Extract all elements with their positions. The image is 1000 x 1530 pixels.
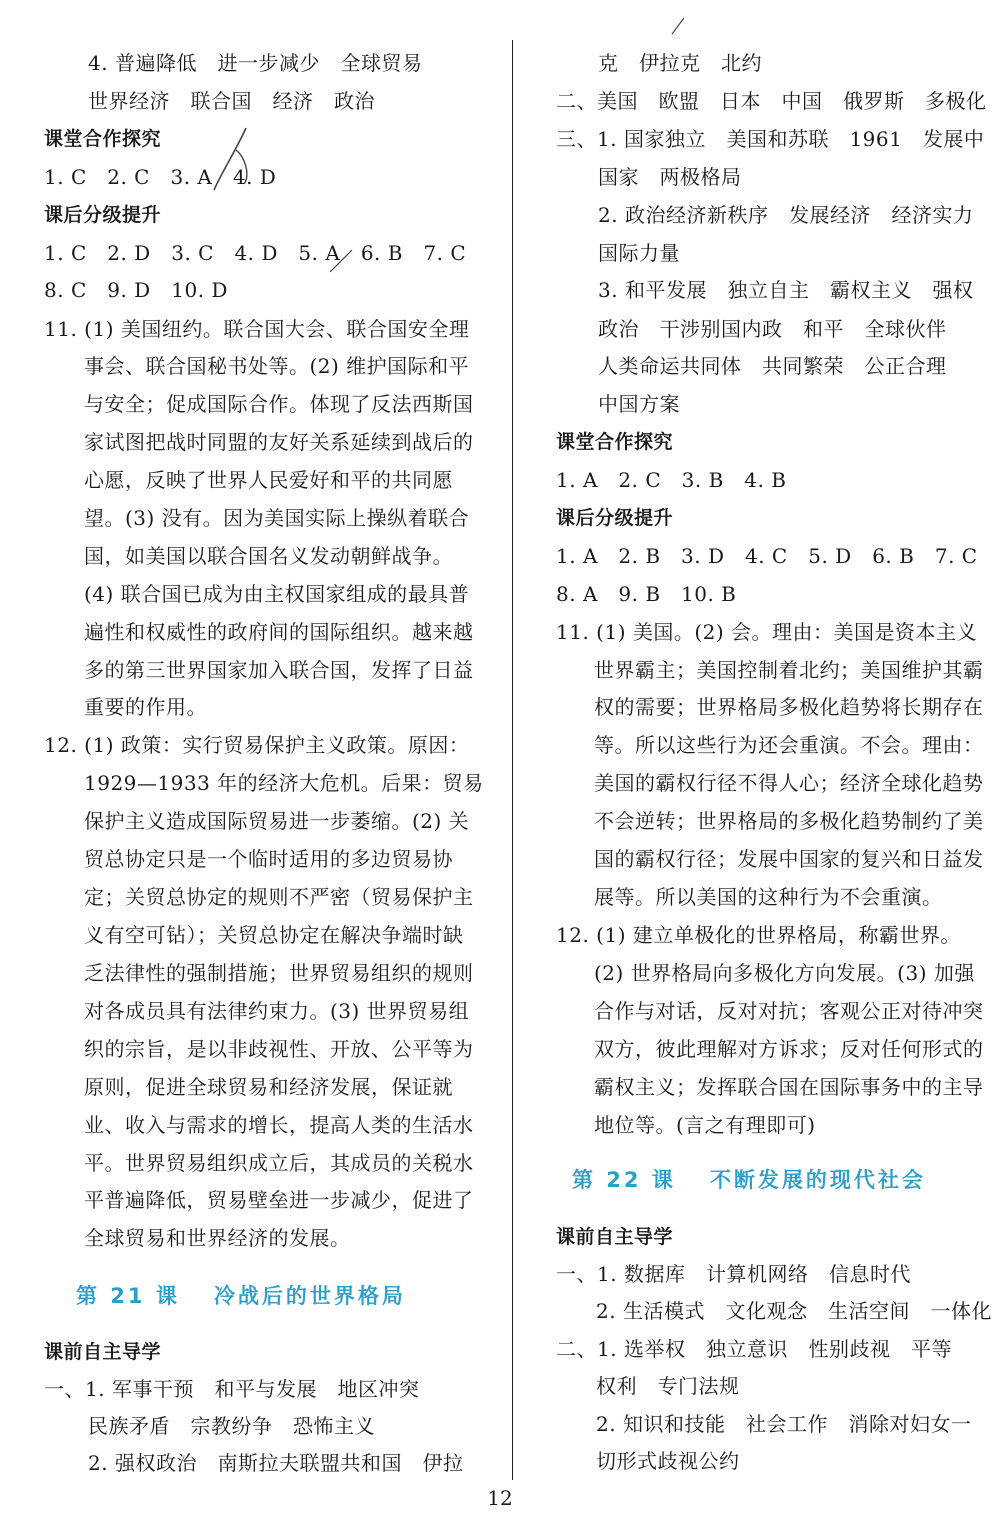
text-line: 保护主义造成国际贸易进一步萎缩。(2) 关 [84, 809, 470, 833]
text-line: 织的宗旨，是以非歧视性、开放、公平等为 [84, 1037, 474, 1061]
text-line: 家试图把战时同盟的友好关系延续到战后的 [84, 430, 474, 454]
text-line: 国家 两极格局 [598, 165, 742, 189]
text-line: 世界经济 联合国 经济 政治 [88, 89, 375, 113]
text-line: 心愿，反映了世界人民爱好和平的共同愿 [84, 468, 453, 492]
pencil-stroke [672, 18, 684, 34]
answer-line: 8. A 9. B 10. B [556, 582, 737, 606]
lesson-number: 第 22 课 [572, 1168, 676, 1192]
text-line: 11. (1) 美国。(2) 会。理由：美国是资本主义 [556, 620, 978, 644]
text-line: 等。所以这些行为还会重演。不会。理由： [594, 733, 984, 757]
text-line: 人类命运共同体 共同繁荣 公正合理 [598, 354, 947, 378]
text-line: 重要的作用。 [84, 695, 207, 719]
answer-line: 8. C 9. D 10. D [44, 278, 228, 302]
text-line: 霸权主义；发挥联合国在国际事务中的主导 [594, 1075, 984, 1099]
text-line: 遍性和权威性的政府间的国际组织。越来越 [84, 620, 474, 644]
text-line: 国的霸权行径；发展中国家的复兴和日益发 [594, 847, 984, 871]
text-line: 多的第三世界国家加入联合国，发挥了日益 [84, 658, 474, 682]
pencil-stroke [236, 150, 247, 184]
text-line: 2. 政治经济新秩序 发展经济 经济实力 [598, 203, 974, 227]
text-line: 一、1. 数据库 计算机网络 信息时代 [556, 1262, 911, 1286]
text-line: 义有空可钻）；关贸总协定在解决争端时缺 [84, 923, 464, 947]
text-line: 望。(3) 没有。因为美国实际上操纵着联合 [84, 506, 470, 530]
text-line: 权利 专门法规 [596, 1374, 740, 1398]
lesson-21-heading [76, 1280, 406, 1310]
text-line: 定；关贸总协定的规则不严密（贸易保护主 [84, 885, 474, 909]
text-line: 二、美国 欧盟 日本 中国 俄罗斯 多极化 [556, 89, 987, 113]
text-line: 12. (1) 建立单极化的世界格局，称霸世界。 [556, 923, 961, 947]
text-line: 世界霸主；美国控制着北约；美国维护其霸 [594, 658, 984, 682]
section-heading: 课堂合作探究 [556, 431, 674, 453]
lesson-title: 冷战后的世界格局 [213, 1284, 406, 1308]
text-line: 原则，促进全球贸易和经济发展，保证就 [84, 1075, 453, 1099]
text-line: 乏法律性的强制措施；世界贸易组织的规则 [84, 961, 474, 985]
answer-line: 1. C 2. D 3. C 4. D 5. A 6. B 7. C [44, 241, 467, 265]
answer-line: 1. A 2. B 3. D 4. C 5. D 6. B 7. C [556, 544, 978, 568]
text-line: 与安全；促成国际合作。体现了反法西斯国 [84, 392, 474, 416]
text-line: 展等。所以美国的这种行为不会重演。 [594, 885, 943, 909]
page-number: 12 [487, 1486, 513, 1510]
text-line: 11. (1) 美国纽约。联合国大会、联合国安全理 [44, 317, 470, 341]
text-line: 合作与对话，反对对抗；客观公正对待冲突 [594, 999, 984, 1023]
lesson-number: 第 21 课 [76, 1284, 180, 1308]
pencil-marks [0, 0, 1000, 300]
answer-line: 1. A 2. C 3. B 4. B [556, 468, 787, 492]
section-heading: 课前自主导学 [44, 1341, 162, 1363]
text-line: 平。世界贸易组织成立后，其成员的关税水 [84, 1151, 474, 1175]
lesson-title: 不断发展的现代社会 [709, 1168, 926, 1192]
text-line: 国际力量 [598, 241, 680, 265]
text-line: 贸总协定只是一个临时适用的多边贸易协 [84, 847, 453, 871]
text-line: 权的需要；世界格局多极化趋势将长期存在 [594, 695, 984, 719]
text-line: 对各成员具有法律约束力。(3) 世界贸易组 [84, 999, 470, 1023]
text-line: 一、1. 军事干预 和平与发展 地区冲突 [44, 1377, 420, 1401]
text-line: (2) 世界格局向多极化方向发展。(3) 加强 [594, 961, 975, 985]
text-line: 三、1. 国家独立 美国和苏联 1961 发展中 [556, 127, 985, 151]
text-line: 4. 普遍降低 进一步减少 全球贸易 [88, 51, 423, 75]
answer-line: 1. C 2. C 3. A 4. D [44, 165, 277, 189]
text-line: 地位等。(言之有理即可) [594, 1113, 816, 1137]
text-line: 二、1. 选举权 独立意识 性别歧视 平等 [556, 1337, 952, 1361]
text-line: 1929—1933 年的经济大危机。后果：贸易 [84, 771, 484, 795]
text-line: 事会、联合国秘书处等。(2) 维护国际和平 [84, 354, 470, 378]
pencil-stroke [330, 250, 352, 272]
text-line: 12. (1) 政策：实行贸易保护主义政策。原因： [44, 733, 470, 757]
text-line: 2. 生活模式 文化观念 生活空间 一体化 [596, 1299, 992, 1323]
text-line: 业、收入与需求的增长，提高人类的生活水 [84, 1113, 474, 1137]
text-line: 不会逆转；世界格局的多极化趋势制约了美 [594, 809, 984, 833]
text-line: 政治 干涉别国内政 和平 全球伙伴 [598, 317, 947, 341]
text-line: (4) 联合国已成为由主权国家组成的最具普 [84, 582, 470, 606]
text-line: 克 伊拉克 北约 [598, 51, 762, 75]
section-heading: 课堂合作探究 [44, 128, 162, 150]
text-line: 国，如美国以联合国名义发动朝鲜战争。 [84, 544, 453, 568]
section-heading: 课前自主导学 [556, 1226, 674, 1248]
pencil-stroke [214, 128, 246, 190]
text-line: 全球贸易和世界经济的发展。 [84, 1226, 351, 1250]
lesson-22-heading [572, 1164, 926, 1194]
text-line: 平普遍降低，贸易壁垒进一步减少，促进了 [84, 1188, 474, 1212]
text-line: 2. 知识和技能 社会工作 消除对妇女一 [596, 1412, 972, 1436]
text-line: 2. 强权政治 南斯拉夫联盟共和国 伊拉 [88, 1451, 464, 1475]
text-line: 双方，彼此理解对方诉求；反对任何形式的 [594, 1037, 984, 1061]
text-line: 民族矛盾 宗教纷争 恐怖主义 [88, 1414, 375, 1438]
text-line: 美国的霸权行径不得人心；经济全球化趋势 [594, 771, 984, 795]
section-heading: 课后分级提升 [556, 507, 674, 529]
text-line: 中国方案 [598, 392, 680, 416]
text-line: 切形式歧视公约 [596, 1449, 740, 1473]
text-line: 3. 和平发展 独立自主 霸权主义 强权 [598, 278, 974, 302]
section-heading: 课后分级提升 [44, 204, 162, 226]
